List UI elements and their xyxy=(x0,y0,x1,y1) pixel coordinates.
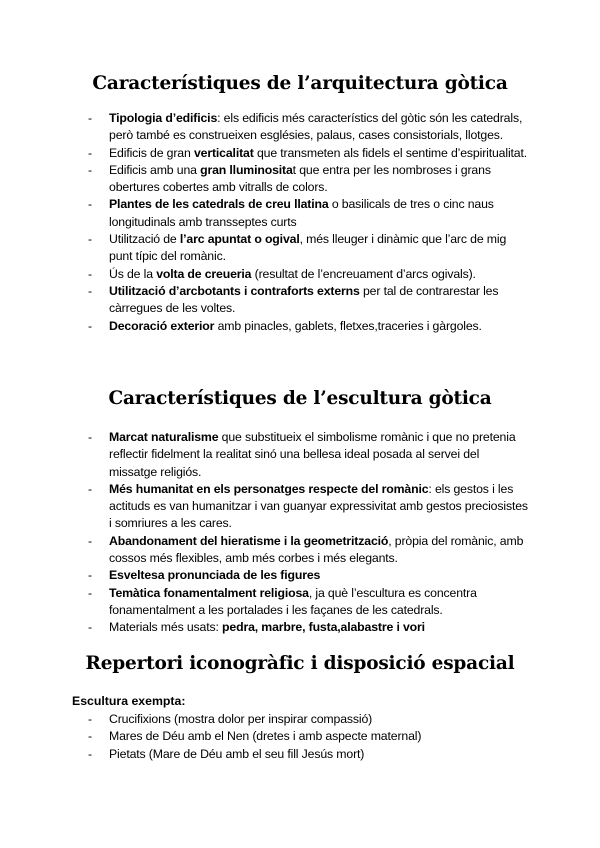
list-item: - Pietats (Mare de Déu amb el seu fill Jesús mort) xyxy=(88,746,528,763)
list-item: - Mares de Déu amb el Nen (dretes i amb aspecte maternal) xyxy=(88,728,528,745)
architecture-list xyxy=(88,110,528,335)
list-item: - Ús de la volta de creueria (resultat de l’encreuament d’arcs ogivals). xyxy=(88,266,528,283)
list-item: - Edificis de gran verticalitat que transmeten als fidels el sentime d’espiritualitat. xyxy=(88,145,528,162)
list-item: - Marcat naturalisme que substitueix el simbolisme romànic i que no pretenia reflectir fidelment la realitat sinó una bellesa ideal posada al servei del missatge religiós. xyxy=(88,429,528,481)
list-item: - Decoració exterior amb pinacles, gablets, fletxes,traceries i gàrgoles. xyxy=(88,318,528,335)
list-item: - Temàtica fonamentalment religiosa, ja què l’escultura es concentra fonamentalment a les portalades i les façanes de les catedrals. xyxy=(88,585,528,620)
list-item: - Plantes de les catedrals de creu llatina o basilicals de tres o cinc naus longitudinals amb transseptes curts xyxy=(88,196,528,231)
list-item: - Edificis amb una gran lluminositat que entra per les nombroses i grans obertures cobertes amb vitralls de colors. xyxy=(88,162,528,197)
section-title-repertoire: Repertori iconogràfic i disposició espacial xyxy=(85,653,515,674)
list-item: - Més humanitat en els personatges respecte del romànic: els gestos i les actituds es van humanitzar i van guanyar expressivitat amb gestos preciosistes i somriures a les cares. xyxy=(88,481,528,533)
section-title-architecture: Característiques de l’arquitectura gòtica xyxy=(92,73,508,94)
list-item: - Utilització de l’arc apuntat o ogival, més lleuger i dinàmic que l’arc de mig punt típic del romànic. xyxy=(88,231,528,266)
subheading-free-standing-sculpture: Escultura exempta: xyxy=(72,694,186,708)
list-item: - Materials més usats: pedra, marbre, fusta,alabastre i vori xyxy=(88,619,528,636)
list-item: - Utilització d’arcbotants i contraforts externs per tal de contrarestar les càrregues de les voltes. xyxy=(88,283,528,318)
list-item: - Crucifixions (mostra dolor per inspirar compassió) xyxy=(88,711,528,728)
list-item: - Esveltesa pronunciada de les figures xyxy=(88,567,528,584)
repertoire-list xyxy=(88,711,528,763)
sculpture-list xyxy=(88,429,528,637)
list-item: - Abandonament del hieratisme i la geometrització, pròpia del romànic, amb cossos més flexibles, amb més corbes i més elegants. xyxy=(88,533,528,568)
section-title-sculpture: Característiques de l’escultura gòtica xyxy=(108,388,492,409)
list-item: - Tipologia d’edificis: els edificis més característics del gòtic són les catedrals, però també es construeixen esglésies, palaus, cases consistorials, llotges. xyxy=(88,110,528,145)
